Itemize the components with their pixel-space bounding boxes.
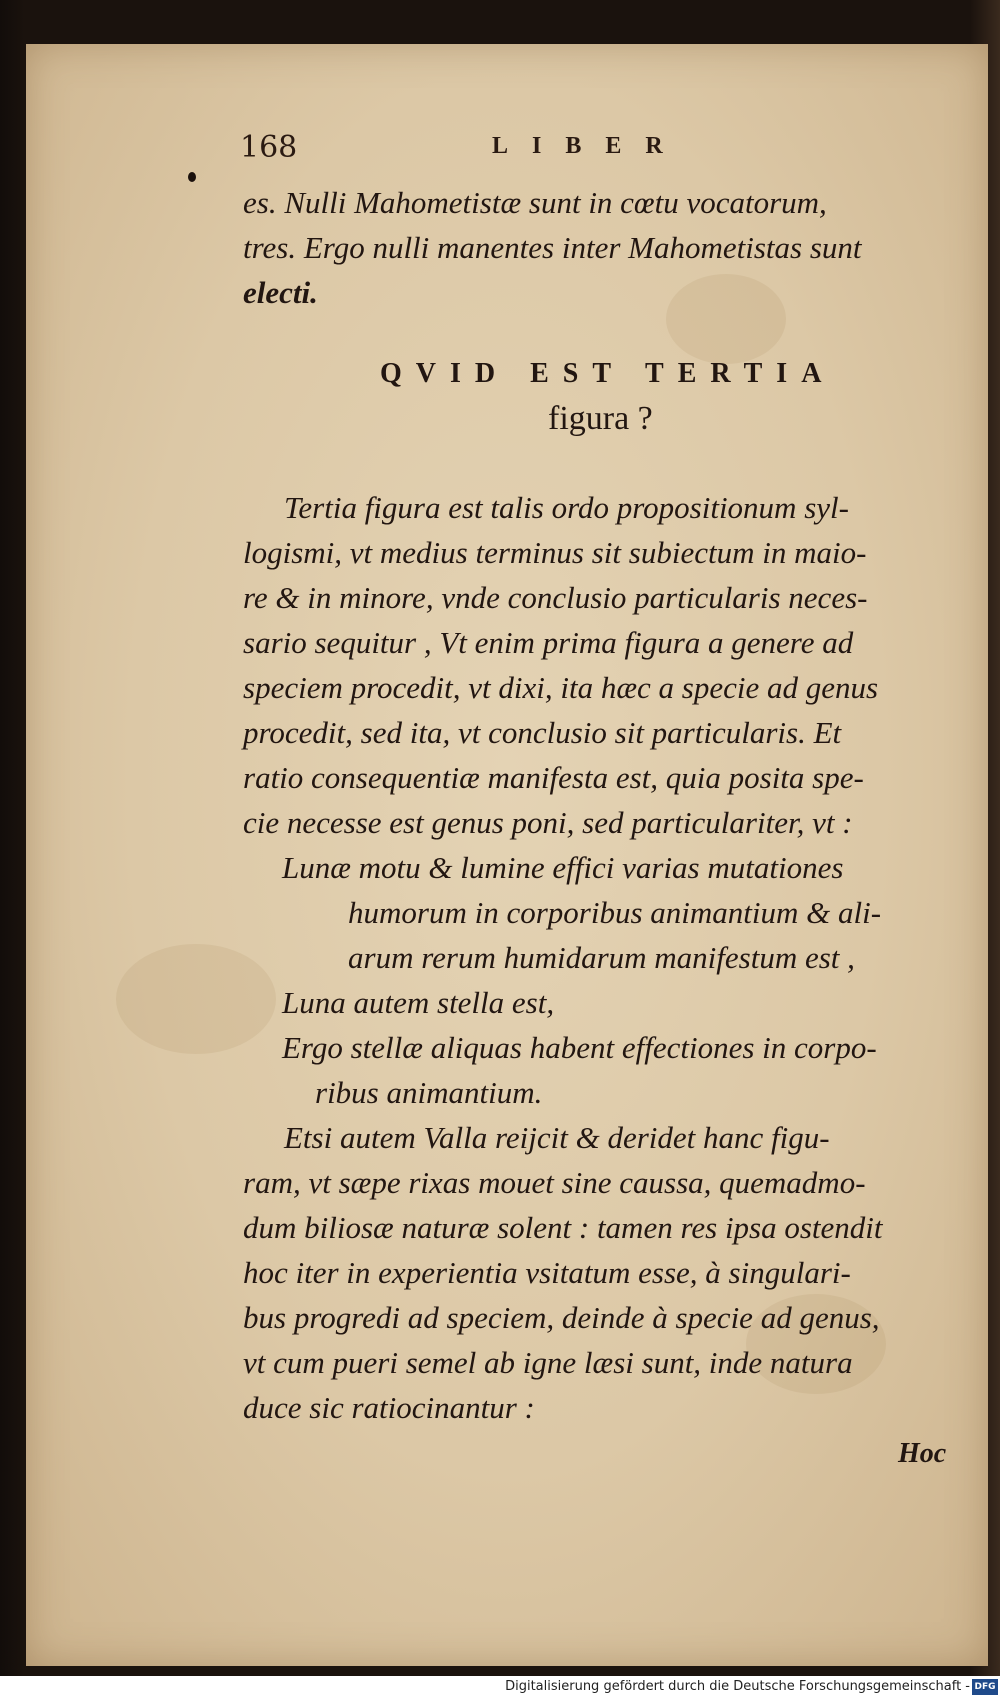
catchword: Hoc [898, 1438, 947, 1469]
syllogism-line: ribus animantium. [315, 1075, 543, 1110]
paragraph-line: Etsi autem Valla reijcit & deridet hanc figu- [284, 1120, 830, 1155]
footer-credit: Digitalisierung gefördert durch die Deutsche Forschungsgemeinschaft - [505, 1679, 970, 1694]
section-heading: QVID EST TERTIA [380, 358, 836, 389]
paper-stain [116, 944, 276, 1054]
section-heading-subtitle: figura ? [548, 400, 653, 437]
paper-stain [666, 274, 786, 364]
digitization-footer [0, 1676, 1000, 1700]
paragraph-line: dum biliosæ naturæ solent : tamen res ipsa ostendit [243, 1210, 883, 1245]
dfg-logo: DFG [972, 1679, 998, 1695]
paragraph-line: sario sequitur , Vt enim prima figura a genere ad [243, 625, 854, 660]
text-line: electi. [243, 275, 318, 310]
syllogism-line: Luna autem stella est, [282, 985, 555, 1020]
syllogism-line: Lunæ motu & lumine effici varias mutationes [282, 850, 844, 885]
paragraph-line: speciem procedit, vt dixi, ita hæc a specie ad genus [243, 670, 879, 705]
paragraph-line: Tertia figura est talis ordo propositionum syl- [284, 490, 849, 525]
paragraph-line: vt cum pueri semel ab igne læsi sunt, inde natura [243, 1345, 853, 1380]
syllogism-line: humorum in corporibus animantium & ali- [348, 895, 882, 930]
syllogism-line: arum rerum humidarum manifestum est , [348, 940, 855, 975]
paragraph-line: logismi, vt medius terminus sit subiectum in maio- [243, 535, 867, 570]
paragraph-line: hoc iter in experientia vsitatum esse, à singulari- [243, 1255, 851, 1290]
paragraph-line: procedit, sed ita, vt conclusio sit particularis. Et [243, 715, 842, 750]
paragraph-line: bus progredi ad speciem, deinde à specie ad genus, [243, 1300, 880, 1335]
paragraph-line: duce sic ratiocinantur : [243, 1390, 535, 1425]
page-number: 168 [240, 130, 298, 165]
syllogism-line: Ergo stellæ aliquas habent effectiones in corpo- [282, 1030, 877, 1065]
page-header [240, 130, 940, 170]
paragraph-line: re & in minore, vnde conclusio particularis neces- [243, 580, 868, 615]
running-head: LIBER [492, 133, 687, 159]
text-line: tres. Ergo nulli manentes inter Mahometistas sunt [243, 230, 862, 265]
paragraph-line: cie necesse est genus poni, sed particulariter, vt : [243, 805, 853, 840]
ink-mark [188, 172, 196, 182]
text-line: es. Nulli Mahometistæ sunt in cœtu vocatorum, [243, 185, 827, 220]
paragraph-line: ram, vt sæpe rixas mouet sine caussa, quemadmo- [243, 1165, 866, 1200]
paragraph-line: ratio consequentiæ manifesta est, quia posita spe- [243, 760, 864, 795]
